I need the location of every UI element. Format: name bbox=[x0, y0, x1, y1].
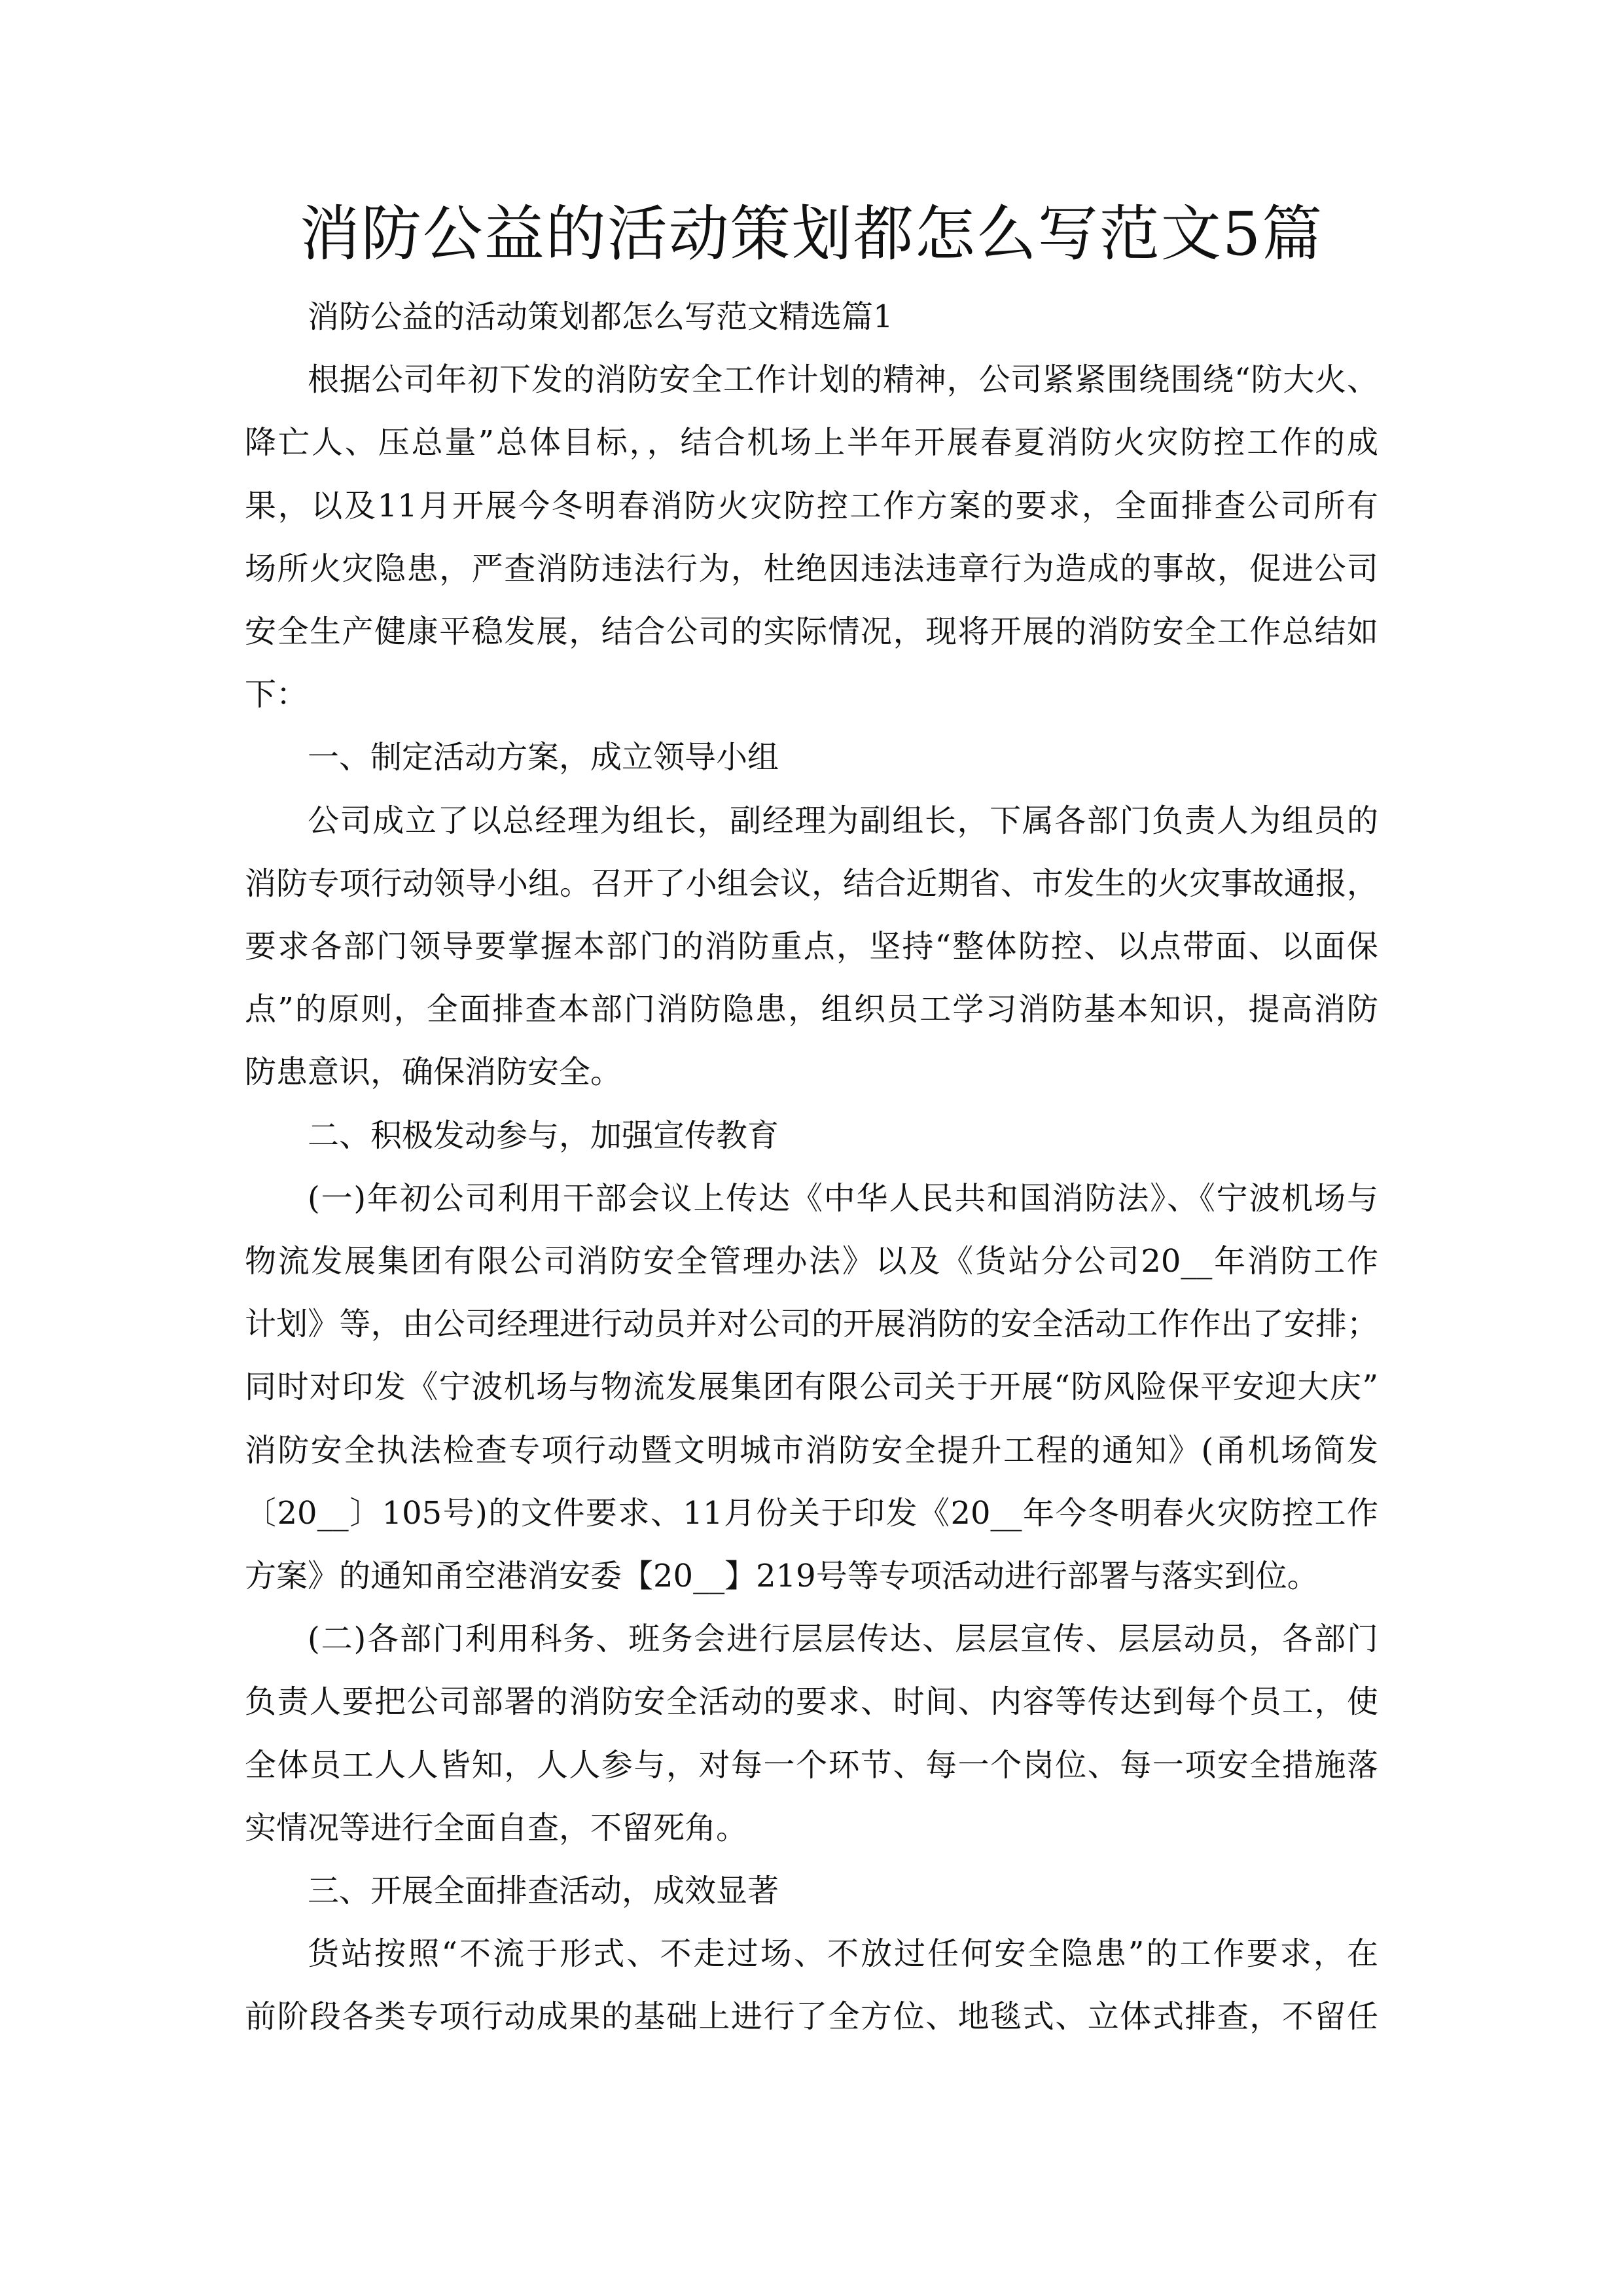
text-line: 公司成立了以总经理为组长，副经理为副组长，下属各部门负责人为组员的 bbox=[308, 802, 1378, 839]
text-line: 果，以及11月开展今冬明春消防火灾防控工作方案的要求，全面排查公司所有 bbox=[245, 487, 1378, 524]
text-line: 物流发展集团有限公司消防安全管理办法》以及《货站分公司20__年消防工作 bbox=[245, 1243, 1378, 1280]
text-line: 场所火灾隐患，严查消防违法行为，杜绝因违法违章行为造成的事故，促进公司 bbox=[245, 550, 1378, 587]
text-line: 根据公司年初下发的消防安全工作计划的精神，公司紧紧围绕围绕“防大火、 bbox=[308, 361, 1378, 399]
text-line: 方案》的通知甬空港消安委【20__】219号等专项活动进行部署与落实到位。 bbox=[245, 1558, 1319, 1595]
text-line: 下： bbox=[245, 676, 308, 713]
text-line: 实情况等进行全面自查，不留死角。 bbox=[245, 1809, 748, 1846]
text-line: 安全生产健康平稳发展，结合公司的实际情况，现将开展的消防安全工作总结如 bbox=[245, 613, 1378, 651]
text-line: 负责人要把公司部署的消防安全活动的要求、时间、内容等传达到每个员工，使 bbox=[245, 1683, 1378, 1721]
text-line: 降亡人、压总量”总体目标，，结合机场上半年开展春夏消防火灾防控工作的成 bbox=[245, 424, 1378, 461]
text-line: 货站按照“不流于形式、不走过场、不放过任何安全隐患”的工作要求，在 bbox=[308, 1935, 1378, 1973]
paragraph-inspection bbox=[245, 1922, 1378, 2048]
paragraph-publicity-2 bbox=[245, 1607, 1378, 1859]
document-body bbox=[245, 285, 1378, 2049]
document-title: 消防公益的活动策划都怎么写范文5篇 bbox=[299, 199, 1324, 269]
section-heading-1: 一、制定活动方案，成立领导小组 bbox=[308, 739, 779, 776]
text-line: (一)年初公司利用干部会议上传达《中华人民共和国消防法》、《宁波机场与 bbox=[308, 1179, 1378, 1217]
text-line: 同时对印发《宁波机场与物流发展集团有限公司关于开展“防风险保平安迎大庆” bbox=[245, 1369, 1378, 1406]
text-line: 防患意识，确保消防安全。 bbox=[245, 1054, 622, 1091]
section-subtitle: 消防公益的活动策划都怎么写范文精选篇1 bbox=[308, 298, 893, 335]
paragraph-intro bbox=[245, 348, 1378, 726]
section-heading-3: 三、开展全面排查活动，成效显著 bbox=[308, 1873, 779, 1910]
text-line: 计划》等，由公司经理进行动员并对公司的开展消防的安全活动工作作出了安排； bbox=[245, 1306, 1378, 1343]
text-line: 前阶段各类专项行动成果的基础上进行了全方位、地毯式、立体式排查，不留任 bbox=[245, 1998, 1378, 2036]
text-line: 点”的原则，全面排查本部门消防隐患，组织员工学习消防基本知识，提高消防 bbox=[245, 991, 1378, 1028]
text-line: 消防安全执法检查专项行动暨文明城市消防安全提升工程的通知》(甬机场简发 bbox=[245, 1431, 1378, 1469]
text-line: 消防专项行动领导小组。召开了小组会议，结合近期省、市发生的火灾事故通报， bbox=[245, 865, 1378, 902]
text-line: 要求各部门领导要掌握本部门的消防重点，坚持“整体防控、以点带面、以面保 bbox=[245, 928, 1378, 965]
text-line: 全体员工人人皆知，人人参与，对每一个环节、每一个岗位、每一项安全措施落 bbox=[245, 1746, 1378, 1784]
paragraph-leadership-group bbox=[245, 789, 1378, 1104]
section-heading-2: 二、积极发动参与，加强宣传教育 bbox=[308, 1117, 779, 1154]
text-line: 〔20__〕105号)的文件要求、11月份关于印发《20__年今冬明春火灾防控工作 bbox=[245, 1494, 1378, 1532]
paragraph-publicity-1 bbox=[245, 1167, 1378, 1607]
text-line: (二)各部门利用科务、班务会进行层层传达、层层宣传、层层动员，各部门 bbox=[308, 1621, 1378, 1658]
